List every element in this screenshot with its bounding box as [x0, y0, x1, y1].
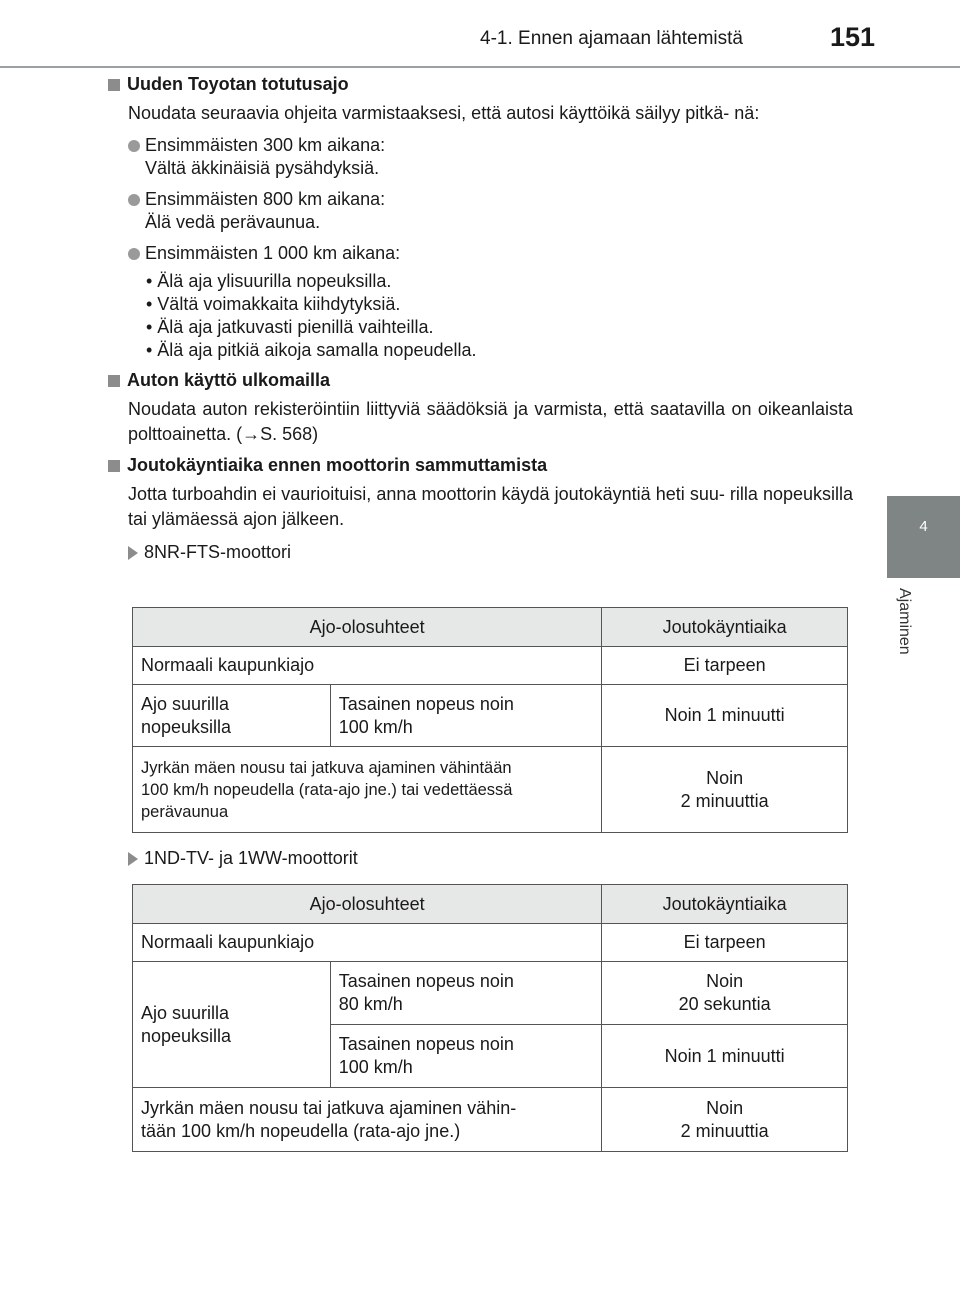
idle-time-table-2 — [132, 884, 848, 1152]
triangle-icon — [128, 852, 138, 866]
table-cell: Ei tarpeen — [602, 924, 848, 962]
table-cell: Noin 20 sekuntia — [602, 962, 848, 1025]
sub-list-item: • Älä aja pitkiä aikoja samalla nopeudella. — [146, 340, 477, 360]
paragraph: Noudata seuraavia ohjeita varmistaaksesi, että autosi käyttöikä säilyy pitkä- nä: — [128, 103, 760, 123]
table-header: Ajo-olosuhteet — [133, 608, 602, 647]
chapter-number: 4 — [919, 518, 928, 535]
section-heading: Uuden Toyotan totutusajo — [108, 74, 853, 95]
table-cell: Noin 1 minuutti — [602, 1025, 848, 1088]
table-cell: Noin 2 minuuttia — [602, 1088, 848, 1152]
square-bullet-icon — [108, 79, 120, 91]
table-cell: Tasainen nopeus noin 100 km/h — [330, 685, 602, 747]
section-heading: Joutokäyntiaika ennen moottorin sammuttamista — [108, 455, 853, 476]
table-cell: Normaali kaupunkiajo — [133, 924, 602, 962]
section-heading: Auton käyttö ulkomailla — [108, 370, 853, 391]
list-item: Ensimmäisten 800 km aikana: Älä vedä perävaunua. — [128, 188, 853, 234]
list-item: Ensimmäisten 300 km aikana: Vältä äkkinäisiä pysähdyksiä. — [128, 134, 853, 180]
engine-label: 1ND-TV- ja 1WW-moottorit — [128, 848, 358, 869]
table-header: Joutokäyntiaika — [602, 608, 848, 647]
square-bullet-icon — [108, 375, 120, 387]
circle-bullet-icon — [128, 194, 140, 206]
header-rule — [0, 66, 960, 68]
table-cell: Ajo suurilla nopeuksilla — [133, 962, 331, 1088]
table-cell: Ei tarpeen — [602, 647, 848, 685]
table-cell: Noin 1 minuutti — [602, 685, 848, 747]
table-cell: Normaali kaupunkiajo — [133, 647, 602, 685]
triangle-icon — [128, 546, 138, 560]
sub-list — [108, 270, 853, 362]
circle-bullet-icon — [128, 140, 140, 152]
chapter-label: Ajaminen — [896, 588, 913, 655]
sub-list-item: • Älä aja jatkuvasti pienillä vaihteilla. — [146, 317, 434, 337]
table-cell: Jyrkän mäen nousu tai jatkuva ajaminen vähintään 100 km/h nopeudella (rata-ajo jne.) tai vedettäessä perävaunua — [133, 747, 602, 833]
paragraph: Jotta turboahdin ei vaurioituisi, anna moottorin käydä joutokäyntiä heti suu- rilla nopeuksilla tai ylämäessä ajon jälkeen. — [128, 484, 853, 529]
table-header: Joutokäyntiaika — [602, 885, 848, 924]
list-item: Ensimmäisten 1 000 km aikana: — [128, 242, 853, 265]
sub-list-item: • Vältä voimakkaita kiihdytyksiä. — [146, 294, 401, 314]
engine-label: 8NR-FTS-moottori — [128, 542, 853, 563]
square-bullet-icon — [108, 460, 120, 472]
table-cell: Noin 2 minuuttia — [602, 747, 848, 833]
table-cell: Ajo suurilla nopeuksilla — [133, 685, 331, 747]
chapter-tab[interactable] — [887, 496, 960, 578]
main-content — [108, 74, 853, 575]
table-cell: Tasainen nopeus noin 100 km/h — [330, 1025, 602, 1088]
table-header: Ajo-olosuhteet — [133, 885, 602, 924]
sub-list-item: • Älä aja ylisuurilla nopeuksilla. — [146, 271, 392, 291]
circle-bullet-icon — [128, 248, 140, 260]
page-number: 151 — [830, 22, 876, 52]
table-cell: Tasainen nopeus noin 80 km/h — [330, 962, 602, 1025]
idle-time-table-1 — [132, 607, 848, 833]
paragraph: Noudata auton rekisteröintiin liittyviä säädöksiä ja varmista, että saatavilla on oikeanlaista polttoainetta. (→S. 568) — [128, 399, 853, 444]
table-cell: Jyrkän mäen nousu tai jatkuva ajaminen vähin- tään 100 km/h nopeudella (rata-ajo jne.) — [133, 1088, 602, 1152]
header-title: 4-1. Ennen ajamaan lähtemistä — [480, 28, 743, 49]
